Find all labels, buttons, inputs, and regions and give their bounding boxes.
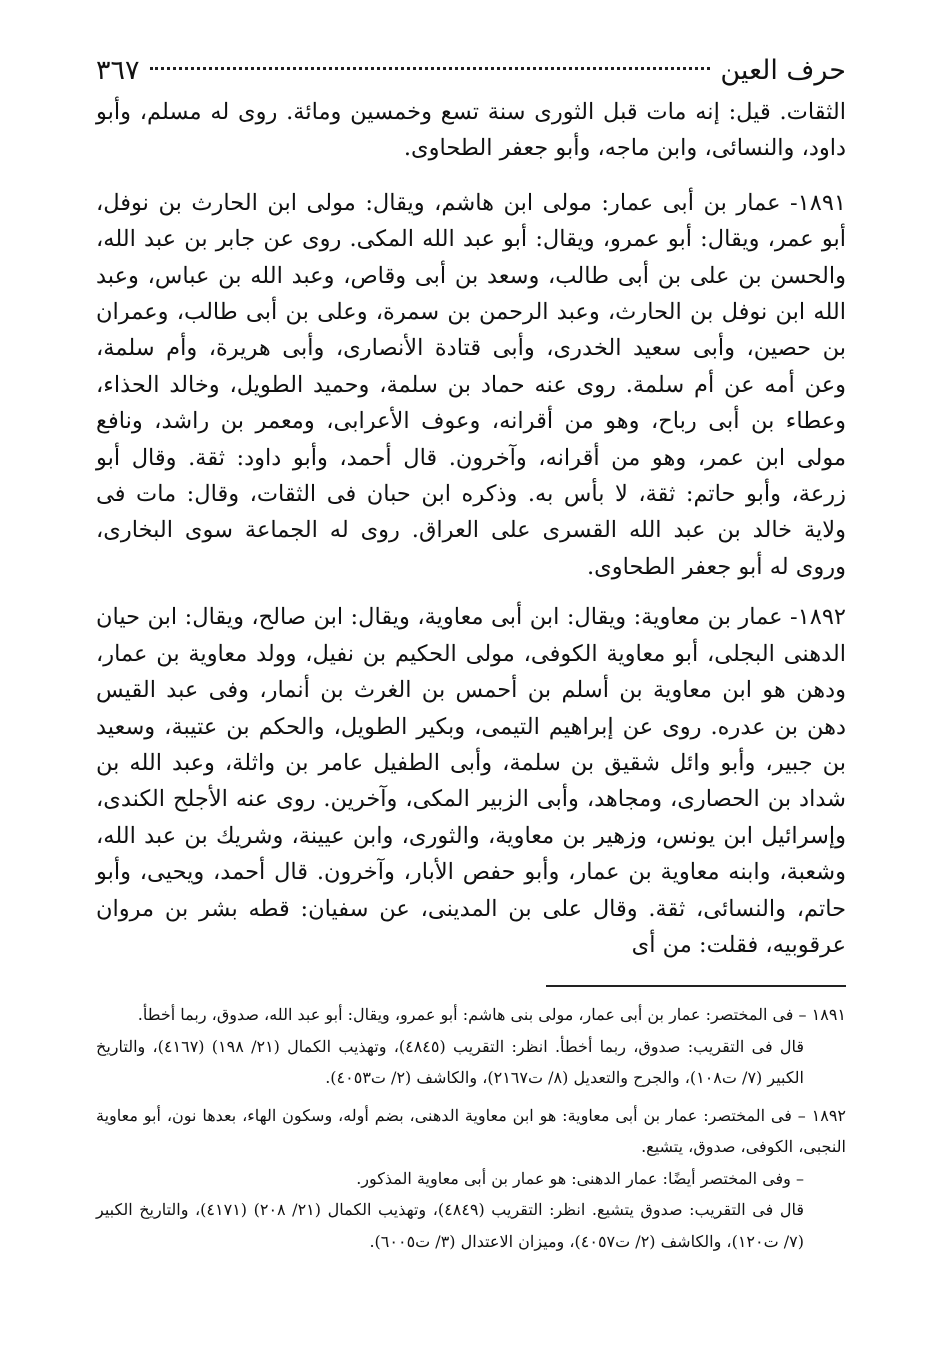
entry-1892 (96, 599, 846, 963)
header-dotted-leader (150, 67, 711, 70)
entry-1891-number: ١٨٩١- (790, 189, 846, 216)
continuation-paragraph: الثقات. قيل: إنه مات قبل الثورى سنة تسع وخمسين ومائة. روى له مسلم، وأبو داود، والنسائى، وابن ماجه، وأبو جعفر الطحاوى. (96, 99, 846, 162)
page-number: ٣٦٧ (96, 55, 140, 86)
footnote-1891-line1: ١٨٩١ – فى المختصر: عمار بن أبى عمار، مولى بنى هاشم: أبو عمرو، ويقال: أبو عبد الله، صدوق، ربما أخطأ. (137, 1005, 846, 1025)
entry-1892-text: عمار بن معاوية: ويقال: ابن أبى معاوية، ويقال: ابن صالح، ويقال: ابن حيان الدهنى البجلى، أبو معاوية الكوفى، مولى الحكيم بن نفيل، وولد معاوية بن عمار، ودهن هو ابن معاوية بن أسلم بن أحمس بن الغرث بن أنمار، وفى عبد القيس دهن بن عدره. روى عن إبراهيم التيمى، وبكير الطويل، والحكم بن عتيبة، وسعيد بن جبير، وأبو وائل شقيق بن سلمة، وأبى الطفيل عامر بن واثلة، وعبد الله بن شداد بن الحصارى، ومجاهد، وأبى الزبير المكى، وآخرين. روى عنه الأجلح الكندى، وإسرائيل ابن يونس، وزهير بن معاوية، والثورى، وابن عيينة، وشريك بن عبد الله، وشعبة، وابنه معاوية بن عمار، وأبو حفص الأبار، وآخرون. قال أحمد، ويحيى، وأبو حاتم، والنسائى، ثقة. وقال على بن المدينى، عن سفيان: قطه بشر بن مروان عرقوبيه، فقلت: من أى (96, 604, 846, 958)
entry-1892-number: ١٨٩٢- (790, 604, 846, 631)
footnote-1891-line2: قال فى التقريب: صدوق، ربما أخطأ. انظر: التقريب (٤٨٤٥)، وتهذيب الكمال (٢١/ ١٩٨) (٤١٦٧)، والتاريخ الكبير (٧/ ت١٠٨)، والجرح والتعديل (٨/ ت٢١٦٧)، والكاشف (٢/ ت٤٠٥٣). (96, 1036, 805, 1088)
entry-1891 (96, 185, 846, 585)
entry-1891-text: عمار بن أبى عمار: مولى ابن هاشم، ويقال: مولى ابن الحارث بن نوفل، أبو عمر، ويقال: أبو عمرو، ويقال: أبو عبد الله المكى. روى عن جابر بن عبد الله، والحسن بن على بن أبى طالب، وسعد بن أبى وقاص، وعبد الله بن عباس، وعبد الله ابن نوفل بن الحارث، وعبد الرحمن بن سمرة، وعلى بن أبى طالب، وعمران بن حصين، وأبى سعيد الخدرى، وأبى قتادة الأنصارى، وأبى هريرة، وأم سلمة، وعن أمه عن أم سلمة. روى عنه حماد بن سلمة، وحميد الطويل، وخالد الحذاء، وعطاء بن أبى رباح، وهو من أقرانه، وعوف الأعرابى، ومعمر بن راشد، ونافع مولى ابن عمر، وهو من أقرانه، وآخرون. قال أحمد، وأبو داود: ثقة. وقال أبو زرعة، وأبو حاتم: ثقة، لا بأس به. وذكره ابن حبان فى الثقات، وقال: مات فى ولاية خالد بن عبد الله القسرى على العراق. روى له الجماعة سوى البخارى، وروى له أبو جعفر الطحاوى. (96, 189, 846, 580)
footnotes (96, 999, 846, 1257)
book-page (96, 48, 846, 1348)
chapter-title: حرف العين (720, 55, 846, 86)
footnote-1892-line3: قال فى التقريب: صدوق يتشيع. انظر: التقريب (٤٨٤٩)، وتهذيب الكمال (٢١/ ٢٠٨) (٤١٧١)، والتاريخ الكبير (٧/ ت١٢٠)، والكاشف (٢/ ت٤٠٥٧)، وميزان الاعتدال (٣/ ت٦٠٠٥). (96, 1200, 804, 1251)
footnote-separator (546, 985, 846, 987)
page-header (96, 48, 846, 94)
footnote-1892-line2: – وفى المختصر أيضًا: عمار الدهنى: هو عمار بن أبى معاوية المذكور. (356, 1168, 804, 1188)
footnote-1892-line1: ١٨٩٢ – فى المختصر: عمار بن أبى معاوية: هو ابن معاوية الدهنى، بضم أوله، وسكون الهاء، بعدها نون، أبو معاوية النجبى، الكوفى، صدوق، يتشيع. (96, 1105, 846, 1157)
